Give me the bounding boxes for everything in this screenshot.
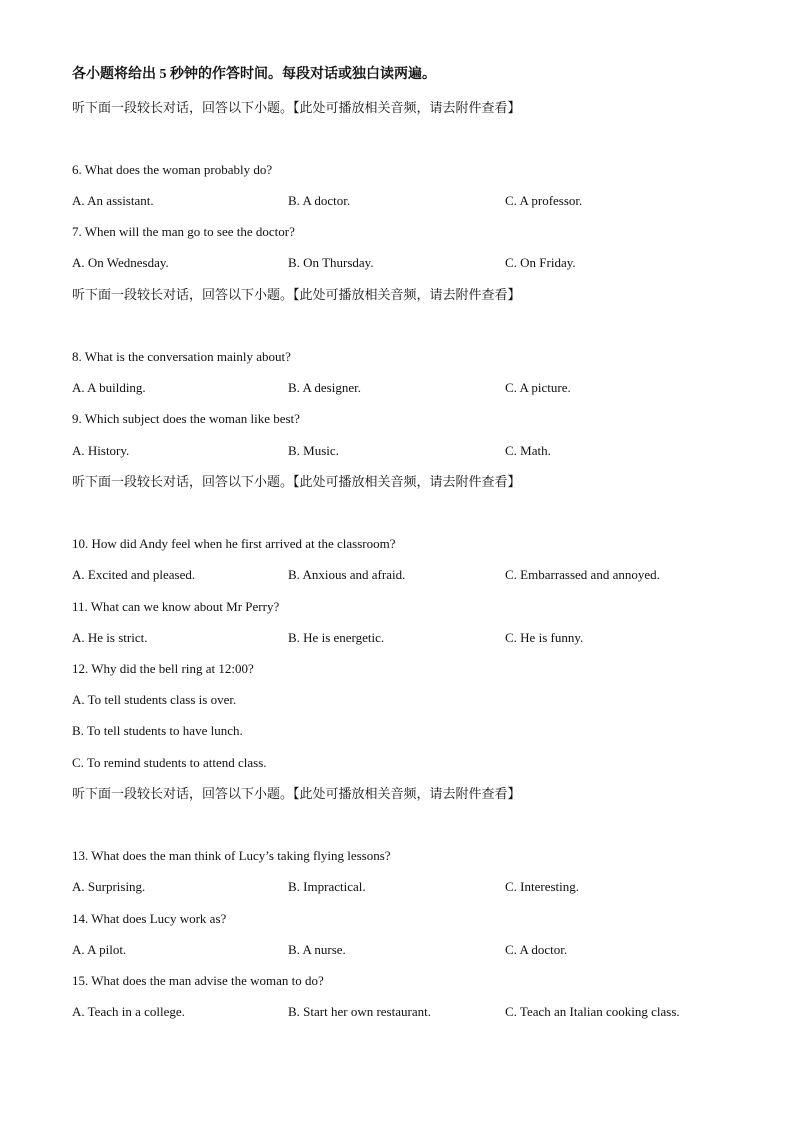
question-stem: 7. When will the man go to see the doctor? — [72, 224, 295, 239]
option-b: B. Anxious and afraid. — [288, 567, 406, 582]
question-stem: 10. How did Andy feel when he first arrived at the classroom? — [72, 536, 396, 551]
option-c: C. A picture. — [505, 380, 571, 395]
option-c: C. On Friday. — [505, 255, 576, 270]
option-c: C. He is funny. — [505, 630, 584, 645]
question-stem: 6. What does the woman probably do? — [72, 162, 273, 177]
option-a: A. On Wednesday. — [72, 255, 169, 270]
option-a: A. To tell students class is over. — [72, 692, 237, 707]
question-stem: 12. Why did the bell ring at 12:00? — [72, 661, 254, 676]
general-instruction: 各小题将给出 5 秒钟的作答时间。每段对话或独白读两遍。 — [72, 67, 436, 82]
question-stem: 11. What can we know about Mr Perry? — [72, 599, 280, 614]
option-b: B. He is energetic. — [288, 630, 385, 645]
option-b: B. To tell students to have lunch. — [72, 723, 243, 738]
option-b: B. Impractical. — [288, 879, 366, 894]
question-stem: 8. What is the conversation mainly about? — [72, 349, 291, 364]
question-stem: 13. What does the man think of Lucy’s taking flying lessons? — [72, 848, 391, 863]
section-intro: 听下面一段较长对话，回答以下小题。【此处可播放相关音频，请去附件查看】 — [72, 786, 521, 801]
option-b: B. Music. — [288, 443, 339, 458]
option-c: C. A professor. — [505, 193, 583, 208]
option-a: A. Surprising. — [72, 879, 146, 894]
option-c: C. Teach an Italian cooking class. — [505, 1004, 680, 1019]
option-b: B. A doctor. — [288, 193, 351, 208]
option-c: C. Math. — [505, 443, 551, 458]
option-a: A. History. — [72, 443, 130, 458]
question-stem: 15. What does the man advise the woman to do? — [72, 973, 324, 988]
option-c: C. Interesting. — [505, 879, 580, 894]
option-b: B. On Thursday. — [288, 255, 374, 270]
section-intro: 听下面一段较长对话，回答以下小题。【此处可播放相关音频，请去附件查看】 — [72, 287, 521, 302]
option-a: A. An assistant. — [72, 193, 154, 208]
option-a: A. He is strict. — [72, 630, 148, 645]
section-intro: 听下面一段较长对话，回答以下小题。【此处可播放相关音频，请去附件查看】 — [72, 474, 521, 489]
option-a: A. Excited and pleased. — [72, 567, 196, 582]
option-c: C. Embarrassed and annoyed. — [505, 567, 660, 582]
option-a: A. Teach in a college. — [72, 1004, 185, 1019]
option-a: A. A pilot. — [72, 942, 127, 957]
option-b: B. A nurse. — [288, 942, 346, 957]
option-c: C. To remind students to attend class. — [72, 755, 267, 770]
option-b: B. A designer. — [288, 380, 361, 395]
section-intro: 听下面一段较长对话，回答以下小题。【此处可播放相关音频，请去附件查看】 — [72, 100, 521, 115]
option-b: B. Start her own restaurant. — [288, 1004, 431, 1019]
question-stem: 14. What does Lucy work as? — [72, 911, 227, 926]
option-a: A. A building. — [72, 380, 146, 395]
question-stem: 9. Which subject does the woman like best? — [72, 411, 300, 426]
option-c: C. A doctor. — [505, 942, 568, 957]
